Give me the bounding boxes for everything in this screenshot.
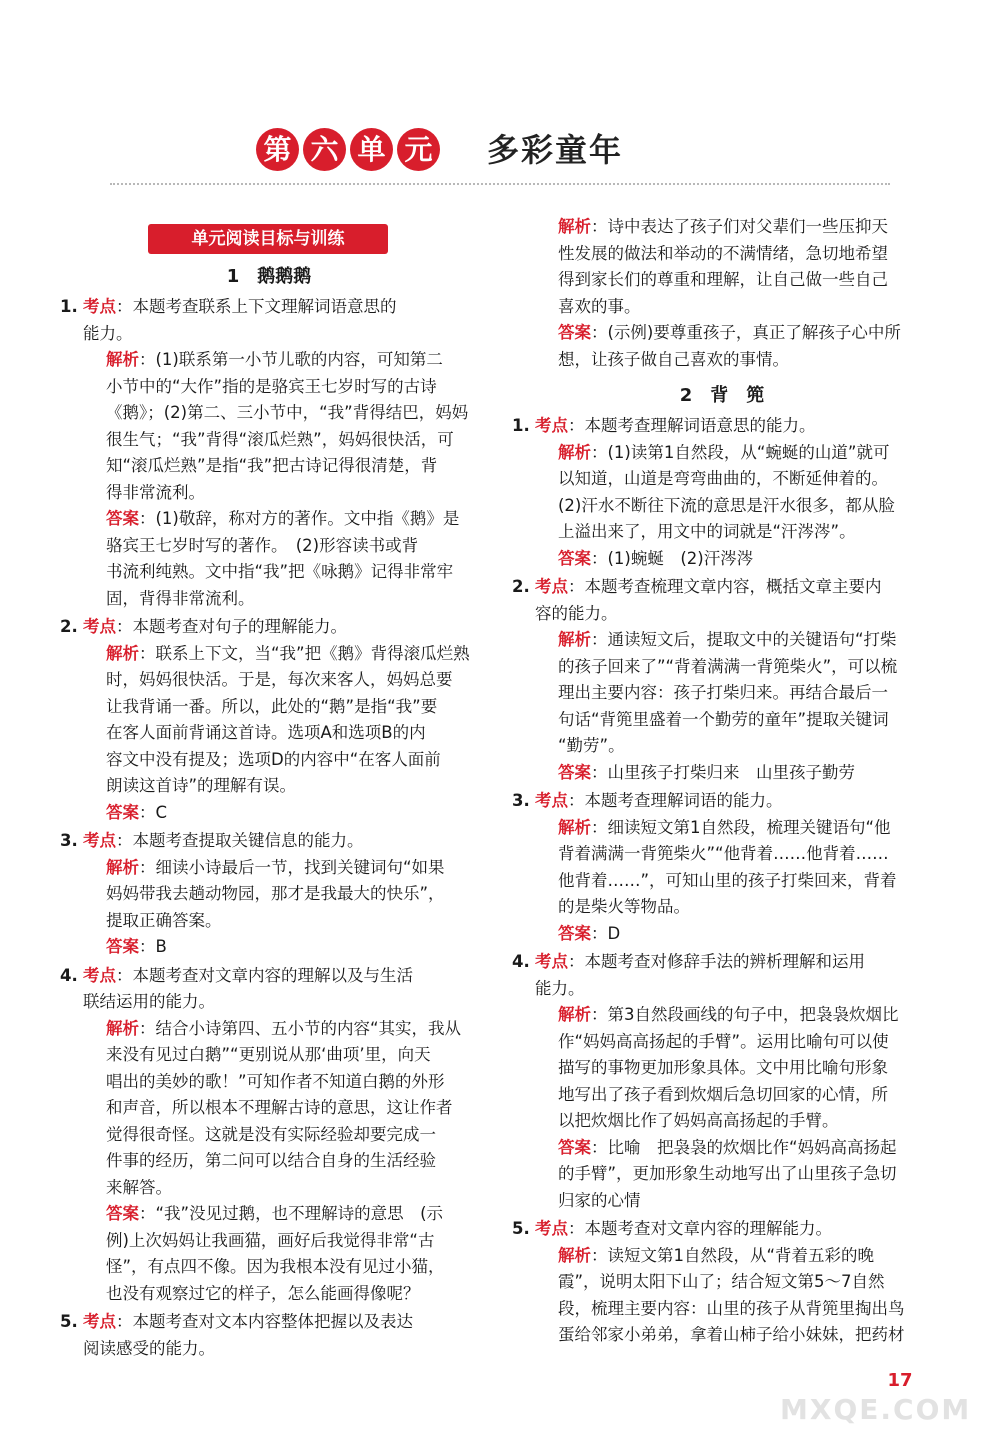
jiexi-label: 解析 bbox=[106, 1018, 139, 1038]
jiexi-line: 让我背诵一番。所以，此处的“鹅”是指“我”要 bbox=[106, 696, 438, 716]
jiexi-line: “勤劳”。 bbox=[558, 736, 625, 755]
jiexi-text: ：联系上下文，当“我”把《鹅》背得滚瓜烂熟 bbox=[139, 643, 470, 663]
daan-text: ：D bbox=[591, 923, 621, 943]
header-divider bbox=[110, 183, 890, 185]
kaodian-text: ：本题考查梳理文章内容，概括文章主要内 bbox=[568, 577, 882, 596]
jiexi-line bbox=[535, 440, 932, 467]
kaodian-text: ：本题考查对修辞手法的辨析理解和运用 bbox=[568, 952, 865, 971]
kaodian-text: ：本题考查对文章内容的理解以及与生活 bbox=[116, 965, 413, 985]
kaodian-continuation: 容的能力。 bbox=[535, 603, 618, 623]
unit-char: 元 bbox=[397, 128, 440, 171]
item-number: 3. bbox=[512, 791, 530, 810]
jiexi-line: 得非常流利。 bbox=[106, 482, 205, 502]
daan-text: ：比喻 把袅袅的炊烟比作“妈妈高高扬起 bbox=[591, 1137, 897, 1157]
jiexi-label: 解析 bbox=[558, 217, 591, 236]
item-number: 2. bbox=[512, 577, 530, 596]
section-title: 2 背 篼 bbox=[679, 385, 765, 406]
jiexi-line: 觉得很奇怪。这就是没有实际经验却要完成一 bbox=[106, 1124, 436, 1144]
jiexi-label: 解析 bbox=[558, 1245, 591, 1265]
jiexi-line bbox=[535, 1243, 932, 1270]
kaodian-label: 考点 bbox=[83, 617, 116, 636]
daan-label: 答案 bbox=[558, 762, 591, 782]
daan-line bbox=[83, 506, 478, 533]
daan-line: 归家的心情 bbox=[558, 1190, 641, 1210]
daan-line: 的手臂”，更加形象生动地写出了山里孩子急切 bbox=[558, 1164, 897, 1183]
item-number: 1. bbox=[60, 297, 78, 316]
jiexi-line: 段，梳理主要内容：山里的孩子从背篼里掏出鸟 bbox=[558, 1298, 905, 1318]
jiexi-line: 性发展的做法和举动的不满情绪，急切地希望 bbox=[558, 243, 888, 263]
jiexi-line: 知“滚瓜烂熟”是指“我”把古诗记得很清楚，背 bbox=[106, 456, 438, 475]
daan-line: 想，让孩子做自己喜欢的事情。 bbox=[558, 349, 789, 369]
kaodian-text: ：本题考查联系上下文理解词语意思的 bbox=[116, 297, 397, 316]
kaodian-continuation: 联结运用的能力。 bbox=[83, 992, 215, 1011]
jiexi-line: 件事的经历，第二问可以结合自身的生活经验 bbox=[106, 1151, 436, 1170]
daan-label: 答案 bbox=[558, 323, 591, 342]
kaodian-line bbox=[535, 949, 932, 976]
answer-item bbox=[60, 963, 478, 1308]
kaodian-text: ：本题考查理解词语意思的能力。 bbox=[568, 416, 816, 435]
daan-line bbox=[535, 546, 932, 573]
jiexi-line: 蛋给邻家小弟弟，拿着山柿子给小妹妹，把药材 bbox=[558, 1325, 905, 1344]
unit-title-chars bbox=[256, 128, 440, 171]
jiexi-line: 的孩子回来了”“背着满满一背篼柴火”，可以梳 bbox=[558, 656, 898, 676]
jiexi-label: 解析 bbox=[558, 817, 591, 837]
jiexi-line: 妈妈带我去趟动物园，那才是我最大的快乐”， bbox=[106, 884, 445, 903]
jiexi-label: 解析 bbox=[558, 1005, 591, 1024]
daan-line: 例)上次妈妈让我画猫，画好后我觉得非常“古 bbox=[106, 1230, 435, 1250]
jiexi-line: 他背着……”，可知山里的孩子打柴回来，背着 bbox=[558, 870, 897, 890]
jiexi-line: 背着满满一背篼柴火”“他背着……他背着…… bbox=[558, 844, 889, 863]
kaodian-line bbox=[83, 614, 478, 641]
kaodian-label: 考点 bbox=[83, 1312, 116, 1331]
answer-item bbox=[512, 413, 932, 572]
jiexi-label: 解析 bbox=[106, 350, 139, 369]
watermark: MXQE.COM bbox=[780, 1393, 972, 1426]
jiexi-label: 解析 bbox=[558, 442, 591, 462]
daan-label: 答案 bbox=[558, 923, 591, 943]
daan-label: 答案 bbox=[558, 548, 591, 568]
jiexi-label: 解析 bbox=[106, 857, 139, 877]
jiexi-line: 小节中的“大作”指的是骆宾王七岁时写的古诗 bbox=[106, 376, 437, 396]
item-number: 2. bbox=[60, 617, 78, 636]
answer-item bbox=[60, 828, 478, 961]
section-banner: 单元阅读目标与训练 bbox=[148, 224, 388, 254]
jiexi-line: 地写出了孩子看到炊烟后急切回家的心情，所 bbox=[558, 1084, 888, 1104]
jiexi-line: 以把炊烟比作了妈妈高高扬起的手臂。 bbox=[558, 1111, 839, 1130]
jiexi-line: 霞”，说明太阳下山了；结合短文第5～7自然 bbox=[558, 1272, 885, 1291]
daan-label: 答案 bbox=[106, 509, 139, 528]
item-number: 3. bbox=[60, 831, 78, 850]
daan-label: 答案 bbox=[106, 937, 139, 956]
kaodian-line bbox=[535, 788, 932, 815]
kaodian-line bbox=[535, 413, 932, 440]
kaodian-label: 考点 bbox=[535, 416, 568, 435]
answer-item bbox=[60, 614, 478, 826]
left-item-list bbox=[60, 294, 478, 1362]
jiexi-text: ：细读短文第1自然段，梳理关键语句“他 bbox=[591, 817, 891, 837]
daan-line bbox=[535, 1135, 932, 1162]
right-item-list bbox=[512, 413, 932, 1349]
daan-line bbox=[535, 760, 932, 787]
jiexi-line bbox=[83, 855, 478, 882]
kaodian-label: 考点 bbox=[83, 297, 116, 316]
daan-text: ：(1)敬辞，称对方的著作。文中指《鹅》是 bbox=[139, 509, 460, 528]
jiexi-line: 以知道，山道是弯弯曲曲的，不断延伸着的。 bbox=[558, 469, 888, 488]
daan-label: 答案 bbox=[106, 802, 139, 822]
daan-text: ：(1)蜿蜒 (2)汗涔涔 bbox=[591, 548, 754, 568]
jiexi-line bbox=[535, 214, 932, 241]
jiexi-text: ：细读小诗最后一节，找到关键词句“如果 bbox=[139, 857, 445, 877]
kaodian-label: 考点 bbox=[83, 831, 116, 850]
kaodian-text: ：本题考查对文章内容的理解能力。 bbox=[568, 1219, 832, 1238]
jiexi-line: 在客人面前背诵这首诗。选项A和选项B的内 bbox=[106, 723, 426, 742]
kaodian-text: ：本题考查对文本内容整体把握以及表达 bbox=[116, 1312, 413, 1331]
kaodian-continuation: 能力。 bbox=[535, 978, 585, 998]
daan-line bbox=[83, 1201, 478, 1228]
kaodian-line bbox=[83, 963, 478, 990]
jiexi-text: ：诗中表达了孩子们对父辈们一些压抑天 bbox=[591, 217, 888, 236]
unit-header bbox=[0, 128, 1000, 180]
jiexi-line: 喜欢的事。 bbox=[558, 296, 641, 316]
daan-line: 骆宾王七岁时写的著作。 (2)形容读书或背 bbox=[106, 535, 419, 555]
answer-item bbox=[512, 949, 932, 1214]
jiexi-text: ：第3自然段画线的句子中，把袅袅炊烟比 bbox=[591, 1005, 899, 1024]
kaodian-label: 考点 bbox=[535, 577, 568, 596]
item-number: 1. bbox=[512, 416, 530, 435]
jiexi-line: 容文中没有提及；选项D的内容中“在客人面前 bbox=[106, 749, 441, 769]
jiexi-text: ：读短文第1自然段，从“背着五彩的晚 bbox=[591, 1245, 875, 1265]
daan-line: 也没有观察过它的样子，怎么能画得像呢？ bbox=[106, 1283, 420, 1303]
section-title: 1 鹅鹅鹅 bbox=[226, 266, 312, 287]
jiexi-label: 解析 bbox=[106, 643, 139, 663]
kaodian-label: 考点 bbox=[83, 965, 116, 985]
jiexi-line: 唱出的美妙的歌！”可知作者不知道白鹅的外形 bbox=[106, 1071, 445, 1091]
right-column bbox=[512, 214, 932, 1351]
jiexi-line: 理出主要内容：孩子打柴归来。再结合最后一 bbox=[558, 683, 888, 702]
jiexi-line: 很生气；“我”背得“滚瓜烂熟”，妈妈很快活，可 bbox=[106, 429, 454, 449]
jiexi-line: 时，妈妈很快活。于是，每次来客人，妈妈总要 bbox=[106, 670, 453, 689]
answer-item bbox=[512, 1216, 932, 1349]
kaodian-line bbox=[83, 828, 478, 855]
answer-item bbox=[512, 574, 932, 786]
item-number: 5. bbox=[512, 1219, 530, 1238]
kaodian-label: 考点 bbox=[535, 791, 568, 810]
jiexi-text: ：通读短文后，提取文中的关键语句“打柴 bbox=[591, 630, 897, 649]
kaodian-continuation: 能力。 bbox=[83, 323, 133, 343]
unit-char: 第 bbox=[256, 128, 299, 171]
kaodian-text: ：本题考查对句子的理解能力。 bbox=[116, 617, 347, 636]
daan-line bbox=[535, 320, 932, 347]
kaodian-line bbox=[535, 1216, 932, 1243]
jiexi-text: ：(1)读第1自然段，从“蜿蜒的山道”就可 bbox=[591, 442, 890, 462]
daan-line bbox=[535, 921, 932, 948]
jiexi-line bbox=[83, 347, 478, 374]
daan-line bbox=[83, 934, 478, 961]
item-number: 4. bbox=[60, 965, 78, 985]
item-number: 5. bbox=[60, 1312, 78, 1331]
item-number: 4. bbox=[512, 952, 530, 971]
answer-item bbox=[60, 294, 478, 612]
kaodian-continuation: 阅读感受的能力。 bbox=[83, 1338, 215, 1358]
jiexi-label: 解析 bbox=[558, 630, 591, 649]
kaodian-label: 考点 bbox=[535, 1219, 568, 1238]
unit-char: 六 bbox=[303, 128, 346, 171]
right-top-block bbox=[512, 214, 932, 373]
jiexi-line: 提取正确答案。 bbox=[106, 910, 222, 930]
jiexi-line: 朗读这首诗”的理解有误。 bbox=[106, 776, 297, 795]
jiexi-line: 作“妈妈高高扬起的手臂”。运用比喻句可以使 bbox=[558, 1031, 889, 1051]
jiexi-line: 得到家长们的尊重和理解，让自己做一些自己 bbox=[558, 270, 888, 289]
daan-line: 怪”，有点四不像。因为我根本没有见过小猫， bbox=[106, 1257, 445, 1276]
answer-item bbox=[512, 214, 932, 373]
daan-label: 答案 bbox=[558, 1137, 591, 1157]
jiexi-line: 《鹅》；(2)第二、三小节中，“我”背得结巴，妈妈 bbox=[106, 403, 469, 422]
jiexi-line: 句话“背篼里盛着一个勤劳的童年”提取关键词 bbox=[558, 709, 889, 729]
jiexi-line: 来没有见过白鹅”“更别说从那‘曲项’里，向天 bbox=[106, 1045, 431, 1064]
kaodian-text: ：本题考查理解词语的能力。 bbox=[568, 791, 783, 810]
daan-label: 答案 bbox=[106, 1204, 139, 1223]
answer-item bbox=[512, 788, 932, 947]
kaodian-text: ：本题考查提取关键信息的能力。 bbox=[116, 831, 364, 850]
jiexi-line: (2)汗水不断往下流的意思是汗水很多，都从脸 bbox=[558, 495, 895, 515]
jiexi-line bbox=[535, 1002, 932, 1029]
jiexi-line: 的是柴火等物品。 bbox=[558, 897, 690, 916]
page-number: 17 bbox=[887, 1370, 913, 1391]
daan-line: 固，背得非常流利。 bbox=[106, 588, 255, 608]
jiexi-text: ：结合小诗第四、五小节的内容“其实，我从 bbox=[139, 1018, 462, 1038]
daan-line bbox=[83, 800, 478, 827]
unit-subtitle: 多彩童年 bbox=[487, 131, 624, 169]
jiexi-line bbox=[535, 815, 932, 842]
answer-item bbox=[60, 1309, 478, 1362]
daan-line: 书流利纯熟。文中指“我”把《咏鹅》记得非常牢 bbox=[106, 562, 454, 581]
jiexi-line bbox=[83, 1016, 478, 1043]
jiexi-line bbox=[535, 627, 932, 654]
kaodian-line bbox=[83, 1309, 478, 1336]
kaodian-line bbox=[83, 294, 478, 321]
daan-text: ：山里孩子打柴归来 山里孩子勤劳 bbox=[591, 762, 855, 782]
jiexi-line: 上溢出来了，用文中的词就是“汗涔涔”。 bbox=[558, 522, 856, 541]
jiexi-line: 和声音，所以根本不理解古诗的意思，这让作者 bbox=[106, 1098, 453, 1117]
kaodian-line bbox=[535, 574, 932, 601]
jiexi-line: 描写的事物更加形象具体。文中用比喻句形象 bbox=[558, 1058, 888, 1077]
daan-text: ：“我”没见过鹅，也不理解诗的意思 (示 bbox=[139, 1204, 444, 1223]
jiexi-line: 来解答。 bbox=[106, 1177, 172, 1197]
daan-text: ：B bbox=[139, 937, 167, 956]
kaodian-label: 考点 bbox=[535, 952, 568, 971]
daan-text: ：C bbox=[139, 802, 168, 822]
left-column bbox=[60, 214, 478, 1364]
jiexi-text: ：(1)联系第一小节儿歌的内容，可知第二 bbox=[139, 350, 443, 369]
daan-text: ：(示例)要尊重孩子，真正了解孩子心中所 bbox=[591, 323, 901, 342]
unit-char: 单 bbox=[350, 128, 393, 171]
jiexi-line bbox=[83, 641, 478, 668]
